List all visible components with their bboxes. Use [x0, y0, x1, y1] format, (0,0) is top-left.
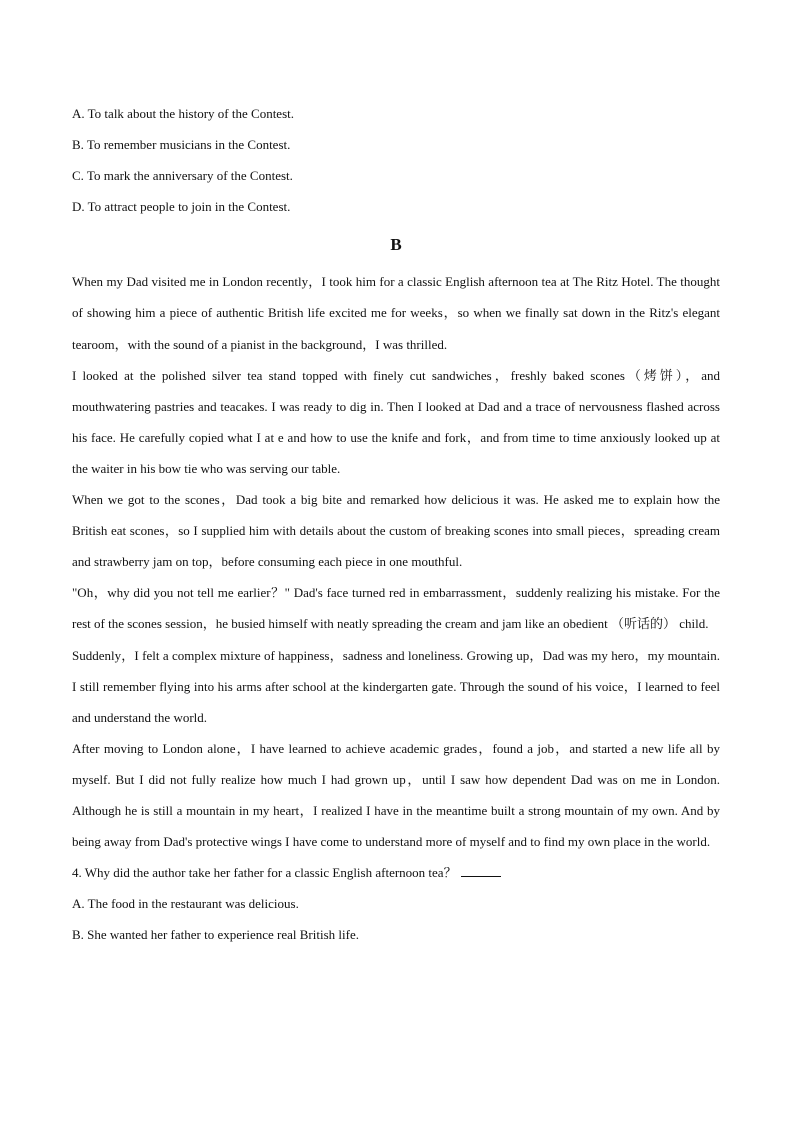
option-a: A. To talk about the history of the Contest. — [72, 106, 294, 121]
passage-paragraph-5: Suddenly，I felt a complex mixture of happiness，sadness and loneliness. Growing up，Dad was my hero，my mountain. I still remember flying into his arms after school at the kindergarten gate. Through the sound of his voice，I learned to feel and understand the world. — [72, 647, 720, 725]
passage-paragraph-6: After moving to London alone，I have learned to achieve academic grades，found a job，and started a new life all by myself. But I did not fully realize how much I had grown up，until I saw how dependent Dad was on me in London. Although he is still a mountain in my heart，I realized I have in the meantime built a strong mountain of my own. And by being away from Dad's protective wings I have come to understand more of myself and to find my own place in the world. — [72, 740, 720, 850]
passage-paragraph-3: When we got to the scones，Dad took a big bite and remarked how delicious it was. He asked me to explain how the British eat scones，so I supplied him with details about the custom of breaking scones into small pieces，spreading cream and strawberry jam on top，before consuming each piece in one mouthful. — [72, 492, 720, 570]
passage-paragraph-4: "Oh，why did you not tell me earlier？" Dad's face turned red in embarrassment，suddenly realizing his mistake. For the rest of the scones session，he busied himself with neatly spreading the cream and jam like an obedient （听话的） child. — [72, 585, 720, 632]
question-4-option-b: B. She wanted her father to experience real British life. — [72, 927, 359, 943]
option-b: B. To remember musicians in the Contest. — [72, 137, 291, 153]
question-4-text: 4. Why did the author take her father for a classic English afternoon tea？ — [72, 865, 457, 881]
option-d: D. To attract people to join in the Contest. — [72, 199, 291, 215]
question-4-stem — [72, 857, 720, 888]
section-title: B — [390, 235, 402, 255]
previous-question-options — [72, 98, 720, 222]
question-4-option-a: A. The food in the restaurant was delicious. — [72, 896, 299, 912]
option-c: C. To mark the anniversary of the Contest. — [72, 168, 293, 184]
question-4 — [72, 857, 720, 950]
page-content — [72, 98, 720, 950]
answer-blank — [461, 864, 501, 877]
reading-passage — [72, 266, 720, 857]
passage-paragraph-1: When my Dad visited me in London recently，I took him for a classic English afternoon tea at The Ritz Hotel. The thought of showing him a piece of authentic British life excited me for weeks，so when we finally sat down in the Ritz's elegant tearoom，with the sound of a pianist in the background，I was thrilled. — [72, 274, 720, 352]
passage-paragraph-2: I looked at the polished silver tea stand topped with finely cut sandwiches，freshly baked scones（烤饼），and mouthwatering pastries and teacakes. I was ready to dig in. Then I looked at Dad and a trace of nervousness flashed across his face. He carefully copied what I at e and how to use the knife and fork，and from time to time anxiously looked up at the waiter in his bow tie who was serving our table. — [72, 367, 720, 476]
